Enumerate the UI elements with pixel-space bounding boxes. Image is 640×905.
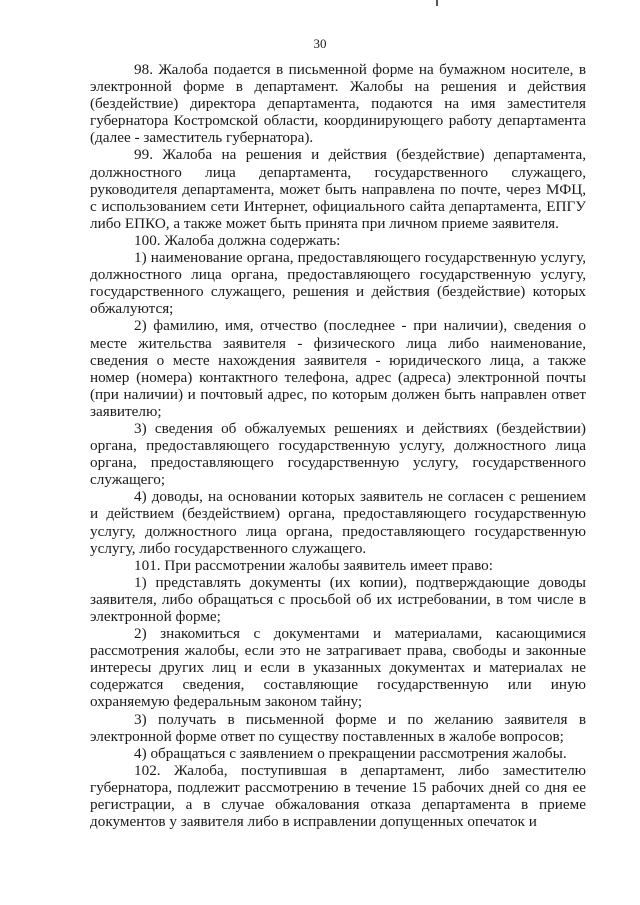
paragraph-102: 102. Жалоба, поступившая в департамент, либо заместителю губернатора, подлежит рассмотрению в течение 15 рабочих дней со дня ее регистрации, а в случае обжалования отказа департамента в приеме документов у заявителя либо в исправлении допущенных опечаток и xyxy=(90,761,586,831)
paragraph-98: 98. Жалоба подается в письменной форме на бумажном носителе, в электронной форме в департамент. Жалобы на решения и действия (бездействие) директора департамента, подаются на имя заместителя губернатора Костромской области, координирующего работу департамента (далее - заместитель губернатора). xyxy=(90,61,586,147)
paragraph-100-item-2: 2) фамилию, имя, отчество (последнее - при наличии), сведения о месте жительства заявителя - физического лица либо наименование, сведения о месте нахождения заявителя - юридического лица, а также номер (номера) контактного телефона, адрес (адреса) электронной почты (при наличии) и почтовый адрес, по которым должен быть направлен ответ заявителю; xyxy=(90,317,586,420)
paragraph-100: 100. Жалоба должна содержать: xyxy=(134,231,341,249)
page-number: 30 xyxy=(313,36,327,51)
paragraph-99: 99. Жалоба на решения и действия (бездействие) департамента, должностного лица департамента, государственного служащего, руководителя департамента, может быть направлена по почте, через МФЦ, с использованием сети Интернет, официального сайта департамента, ЕПГУ либо ЕПКО, а также может быть принята при личном приеме заявителя. xyxy=(90,146,586,232)
scan-mark xyxy=(436,0,438,6)
document-body xyxy=(90,61,586,830)
paragraph-101-item-4: 4) обращаться с заявлением о прекращении рассмотрения жалобы. xyxy=(134,744,567,762)
paragraph-100-item-3: 3) сведения об обжалуемых решениях и действиях (бездействии) органа, предоставляющего государственную услугу, должностного лица органа, предоставляющего государственную услугу, государственного служащего; xyxy=(90,419,586,489)
paragraph-101-item-1: 1) представлять документы (их копии), подтверждающие доводы заявителя, либо обращаться с просьбой об их истребовании, в том числе в электронной форме; xyxy=(90,573,586,625)
paragraph-101: 101. При рассмотрении жалобы заявитель имеет право: xyxy=(134,556,493,574)
paragraph-101-item-2: 2) знакомиться с документами и материалами, касающимися рассмотрения жалобы, если это не затрагивает права, свободы и законные интересы других лиц и если в указанных документах и материалах не содержатся сведения, составляющие государственную или иную охраняемую федеральным законом тайну; xyxy=(90,625,586,711)
paragraph-101-item-3: 3) получать в письменной форме и по желанию заявителя в электронной форме ответ по существу поставленных в жалобе вопросов; xyxy=(90,710,586,745)
paragraph-100-item-4: 4) доводы, на основании которых заявитель не согласен с решением и действием (бездействием) органа, предоставляющего государственную услугу, должностного лица органа, предоставляющего государственную услугу, либо государственного служащего. xyxy=(90,488,586,557)
paragraph-100-item-1: 1) наименование органа, предоставляющего государственную услугу, должностного лица органа, предоставляющего государственную услугу, государственного служащего, решения и действия (бездействие) которых обжалуются; xyxy=(90,249,586,318)
